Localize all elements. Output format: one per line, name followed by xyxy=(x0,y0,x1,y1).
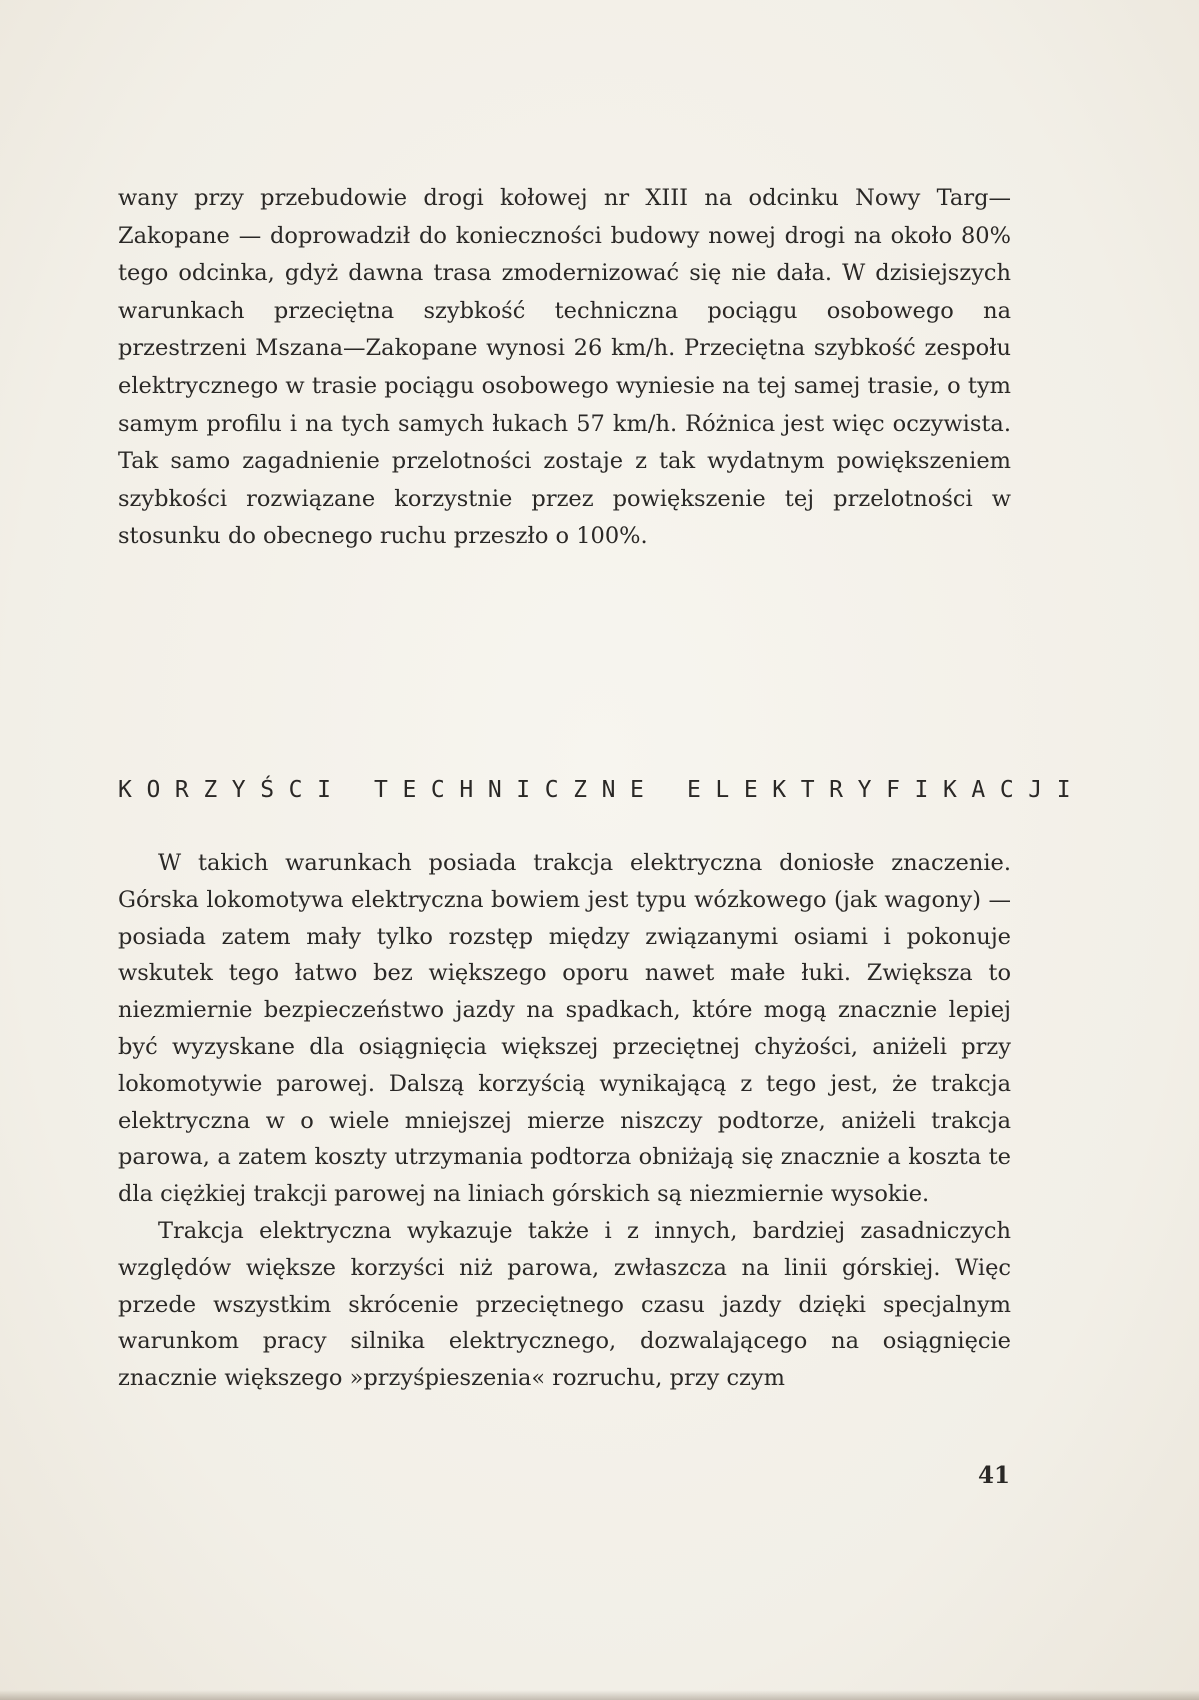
section-paragraph-2: Trakcja elektryczna wykazuje także i z innych, bardziej zasadniczych względów większe korzyści niż parowa, zwłaszcza na linii górskiej. Więc przede wszystkim skrócenie przeciętnego czasu jazdy dzięki specjalnym warunkom pracy silnika elektrycznego, dozwalającego na osiągnięcie znacznie większego »przyśpieszenia« rozruchu, przy czym xyxy=(118,1217,1011,1392)
continued-paragraph xyxy=(118,180,1011,556)
section-paragraph-1: W takich warunkach posiada trakcja elektryczna doniosłe znaczenie. Górska lokomotywa elektryczna bowiem jest typu wózkowego (jak wagony) — posiada zatem mały tylko rozstęp między związanymi osiami i pokonuje wskutek tego łatwo bez większego oporu nawet małe łuki. Zwiększa to niezmiernie bezpieczeństwo jazdy na spadkach, które mogą znacznie lepiej być wyzyskane dla osiągnięcia większej przeciętnej chyżości, aniżeli przy lokomotywie parowej. Dalszą korzyścią wynikającą z tego jest, że trakcja elektryczna w o wiele mniejszej mierze niszczy podtorze, aniżeli trakcja parowa, a zatem koszty utrzymania podtorza obniżają się znacznie a koszta te dla ciężkiej trakcji parowej na liniach górskich są niezmiernie wysokie. xyxy=(118,850,1011,1208)
page-number: 41 xyxy=(978,1462,1011,1489)
paragraph-text: wany przy przebudowie drogi kołowej nr XIII na odcinku Nowy Targ— Zakopane — doprowadził do konieczności budowy nowej drogi na około 80% tego odcinka, gdyż dawna trasa zmodernizować się nie dała. W dzisiejszych warunkach przeciętna szybkość techniczna pociągu osobowego na przestrzeni Mszana—Zakopane wynosi 26 km/h. Przeciętna szybkość zespołu elektrycznego w trasie pociągu osobowego wyniesie na tej samej trasie, o tym samym profilu i na tych samych łukach 57 km/h. Różnica jest więc oczywista. Tak samo zagadnienie przelotności zostaje z tak wydatnym powiększeniem szybkości rozwiązane korzystnie przez powiększenie tej przelotności w stosunku do obecnego ruchu przeszło o 100%. xyxy=(118,185,1011,550)
section-body xyxy=(118,845,1011,1397)
page-bottom-edge xyxy=(0,1690,1199,1700)
section-heading: KORZYŚCI TECHNICZNE ELEKTRYFIKACJI xyxy=(118,777,1086,803)
